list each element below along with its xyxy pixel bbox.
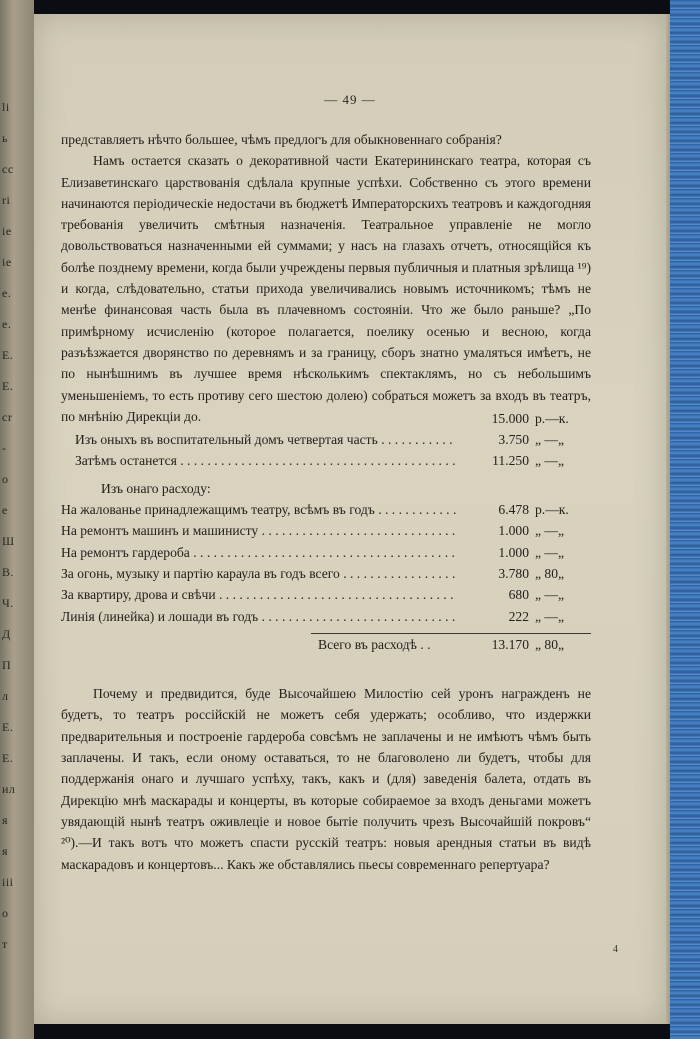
paragraph-0: представляетъ нѣчто большее, чѣмъ предлогъ для обыкновеннаго собранія?: [61, 132, 502, 147]
left-page-text-fragment: ri: [2, 193, 11, 207]
ledger-row: [61, 542, 591, 563]
ledger-label: На жалованье принадлежащимъ театру, всѣмъ въ годъ . . .: [61, 499, 457, 520]
left-page-text-fragment: Ш: [2, 534, 15, 548]
ledger-income-row: [61, 408, 591, 429]
paragraph-1: Намъ остается сказать о декоративной части Екатерининскаго театра, которая съ Елизаветинскаго царствованія сдѣлала крупные успѣхи. Собственно съ этого времени начинаются періодическіе недостачи въ бюджетѣ Императорскихъ театровъ и каждогодняя требованія увеличить смѣтныя назначенія. Театральное управленіе не могло довольствоваться назначенными ей суммами; у насъ на глазахъ отчетъ, относящійся къ болѣе позднему времени, когда были учреждены первыя публичныя и платныя зрѣлища ¹⁹) и когда, слѣдовательно, статьи прихода увеличивались новымъ источникомъ; тѣмъ не менѣе финансовая часть была въ плачевномъ состояніи. Что же было раньше? „По примѣрному исчисленію (которое полагается, поелику осенью и весною, когда разъѣзжается дворянство по деревнямъ и за границу, сборъ знатно умаляться имѣетъ, не по нынѣшнимъ въ лучшее время нѣсколькимъ спектаклямъ, но съ небольшимъ уменьшеніемъ, то есть противу сего шестою долею) собраться можетъ за входъ въ театръ, по мнѣнію Дирекціи до.: [61, 153, 591, 424]
left-page-edge: [0, 0, 34, 1039]
ledger-row: [61, 499, 591, 520]
ledger-expense-header: Изъ онаго расходу:: [101, 480, 211, 496]
ledger-amount: 222: [508, 608, 529, 624]
left-page-text-fragment: e.: [2, 317, 12, 331]
ledger-row: [61, 563, 591, 584]
left-page-text-fragment: ie: [2, 224, 12, 238]
ledger-amount: 11.250: [492, 453, 529, 469]
ledger-unit: „ —„: [535, 523, 565, 539]
ledger-row: [61, 606, 591, 627]
ledger-unit: „ —„: [535, 587, 565, 603]
ledger-unit: „ —„: [535, 544, 565, 560]
ledger-label: Всего въ расходѣ . .: [61, 634, 457, 655]
ledger-unit: „ —„: [535, 608, 565, 624]
left-page-text-fragment: e.: [2, 286, 12, 300]
left-page-text-fragment: Е.: [2, 720, 14, 734]
ledger-row: [61, 584, 591, 605]
ledger-amount: 680: [508, 587, 529, 603]
left-page-text-fragment: ил: [2, 782, 16, 796]
ledger-total-row: [61, 634, 591, 655]
left-page-text-fragment: o: [2, 472, 9, 486]
book-page: [34, 14, 666, 1024]
ledger-unit: „ —„: [535, 453, 565, 469]
left-page-text-fragment: iii: [2, 875, 14, 889]
ledger-unit: р.—к.: [535, 502, 569, 518]
ledger-label: На ремонтъ гардероба . . .: [61, 542, 457, 563]
ledger-unit: „ —„: [535, 432, 565, 448]
ledger-label: За квартиру, дрова и свѣчи . . .: [61, 584, 457, 605]
left-page-text-fragment: л: [2, 689, 9, 703]
left-page-text-fragment: E.: [2, 348, 14, 362]
left-page-text-fragment: ь: [2, 131, 8, 145]
ledger-unit: „ 80„: [535, 565, 565, 581]
ledger-amount: 15.000: [491, 410, 529, 426]
ledger-amount: 3.750: [498, 432, 529, 448]
left-page-text-fragment: П: [2, 658, 12, 672]
ledger-amount: 1.000: [498, 523, 529, 539]
ledger-label: Затѣмъ останется . . .: [61, 450, 457, 471]
ledger-label: За огонь, музыку и партію караула въ годъ всего . . .: [61, 563, 457, 584]
ledger-label: На ремонтъ машинъ и машинисту . . .: [61, 520, 457, 541]
left-page-text-fragment: т: [2, 937, 8, 951]
blue-background-edge: [670, 0, 700, 1039]
budget-ledger: [61, 408, 591, 655]
ledger-amount: 13.170: [491, 636, 529, 652]
left-page-text-fragment: Ч.: [2, 596, 14, 610]
left-page-text-fragment: B.: [2, 565, 15, 579]
ledger-row: [61, 520, 591, 541]
left-page-text-fragment: сс: [2, 162, 14, 176]
paragraph-2: Почему и предвидится, буде Высочайшею Милостію сей уронъ награжденъ не будетъ, то театръ россійскій не можетъ себя удержать; особливо, что издержки предварительныя и построеніе гардероба совсѣмъ не заплачены и не имѣютъ чѣмъ быть заплачены. И такъ, если оному оставаться, то не благоволено ли будетъ, чтобы для поддержанія онаго и лучшаго успѣху, такъ, какъ и (для) заведенія балета, отдать въ Дирекцію мнѣ маскарады и концерты, въ которые собираемое за входъ деньгами можетъ увядающій нынѣ театръ оживлеціе и новое бытіе получить чрезъ Высочайшій покровъ“ ²⁰).—И такъ вотъ что можетъ спасти русскій театръ: новыя арендныя статьи въ видѣ маскарадовъ и концертовъ... Какъ же обставлялись пьесы современнаго репертуара?: [61, 686, 591, 872]
ledger-amount: 6.478: [498, 502, 529, 518]
left-page-text-fragment: e: [2, 503, 8, 517]
page-number: — 49 —: [324, 92, 376, 107]
left-page-text-fragment: o: [2, 906, 9, 920]
left-page-text-fragment: li: [2, 100, 10, 114]
ledger-unit: „ 80„: [535, 636, 565, 652]
ledger-label: Линія (линейка) и лошади въ годъ . . .: [61, 606, 457, 627]
ledger-amount: 1.000: [498, 544, 529, 560]
ledger-row: [61, 450, 591, 471]
left-page-text-fragment: E.: [2, 379, 14, 393]
left-page-text-fragment: Д: [2, 627, 11, 641]
signature-mark: 4: [613, 944, 618, 955]
ledger-amount: 3.780: [498, 565, 529, 581]
left-page-text-fragment: -: [2, 441, 7, 455]
left-page-text-fragment: я: [2, 844, 9, 858]
ledger-unit: р.—к.: [535, 410, 569, 426]
ledger-row: [61, 429, 591, 450]
left-page-text-fragment: я: [2, 813, 9, 827]
ledger-label: Изъ оныхъ въ воспитательный домъ четвертая часть . . .: [61, 429, 457, 450]
left-page-text-fragment: Е.: [2, 751, 14, 765]
page-body: [61, 92, 591, 875]
left-page-text-fragment: ie: [2, 255, 12, 269]
left-page-text-fragment: cr: [2, 410, 13, 424]
